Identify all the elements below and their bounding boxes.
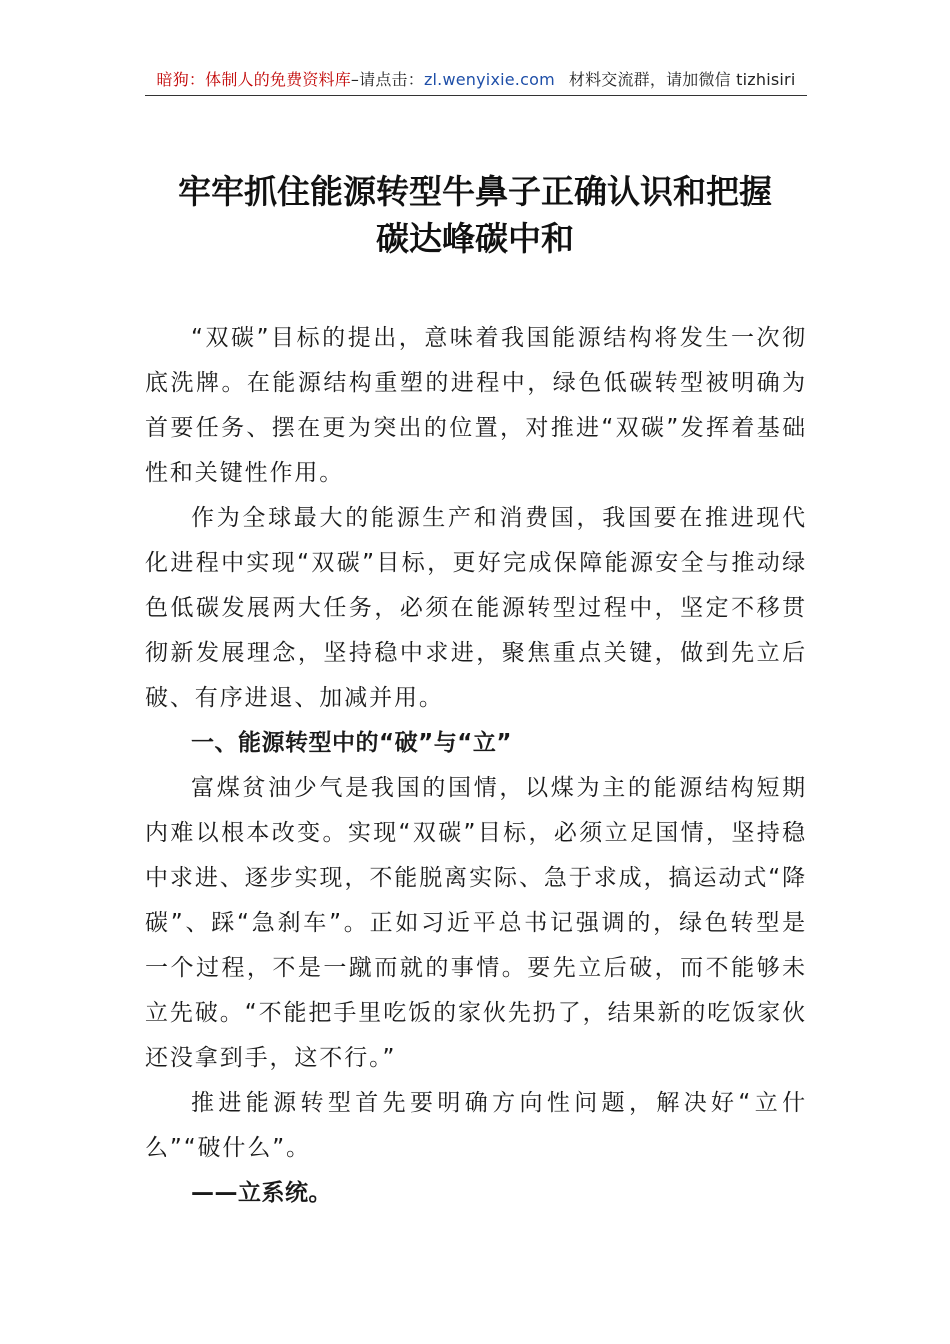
page-header [145, 68, 807, 96]
document-body [145, 316, 807, 1216]
header-site-name: 暗狗：体制人的免费资料库 [156, 70, 351, 89]
paragraph-intro-2: 作为全球最大的能源生产和消费国，我国要在推进现代化进程中实现“双碳”目标，更好完成保障能源安全与推动绿色低碳发展两大任务，必须在能源转型过程中，坚定不移贯彻新发展理念，坚持稳中求进，聚焦重点关键，做到先立后破、有序进退、加减并用。 [145, 505, 807, 711]
subheading-build-system: ——立系统。 [191, 1180, 332, 1206]
document-title [100, 168, 850, 262]
header-wechat-note: 材料交流群，请加微信 tizhisiri [568, 70, 796, 89]
header-url-link[interactable]: zl.wenyixie.com [423, 70, 555, 89]
title-line-1: 牢牢抓住能源转型牛鼻子正确认识和把握 [178, 172, 772, 211]
paragraph-section1-1: 富煤贫油少气是我国的国情，以煤为主的能源结构短期内难以根本改变。实现“双碳”目标，必须立足国情，坚持稳中求进、逐步实现，不能脱离实际、急于求成，搞运动式“降碳”、踩“急刹车”。正如习近平总书记强调的，绿色转型是一个过程，不是一蹴而就的事情。要先立后破，而不能够未立先破。“不能把手里吃饭的家伙先扔了，结果新的吃饭家伙还没拿到手，这不行。” [145, 775, 807, 1071]
paragraph-intro-1: “双碳”目标的提出，意味着我国能源结构将发生一次彻底洗牌。在能源结构重塑的进程中，绿色低碳转型被明确为首要任务、摆在更为突出的位置，对推进“双碳”发挥着基础性和关键性作用。 [145, 325, 807, 486]
title-line-2: 碳达峰碳中和 [376, 219, 574, 258]
header-divider [145, 95, 807, 96]
header-click-prompt: –请点击： [350, 70, 424, 89]
section-heading-1: 一、能源转型中的“破”与“立” [191, 730, 512, 756]
paragraph-section1-2: 推进能源转型首先要明确方向性问题，解决好“立什么”“破什么”。 [145, 1090, 807, 1161]
